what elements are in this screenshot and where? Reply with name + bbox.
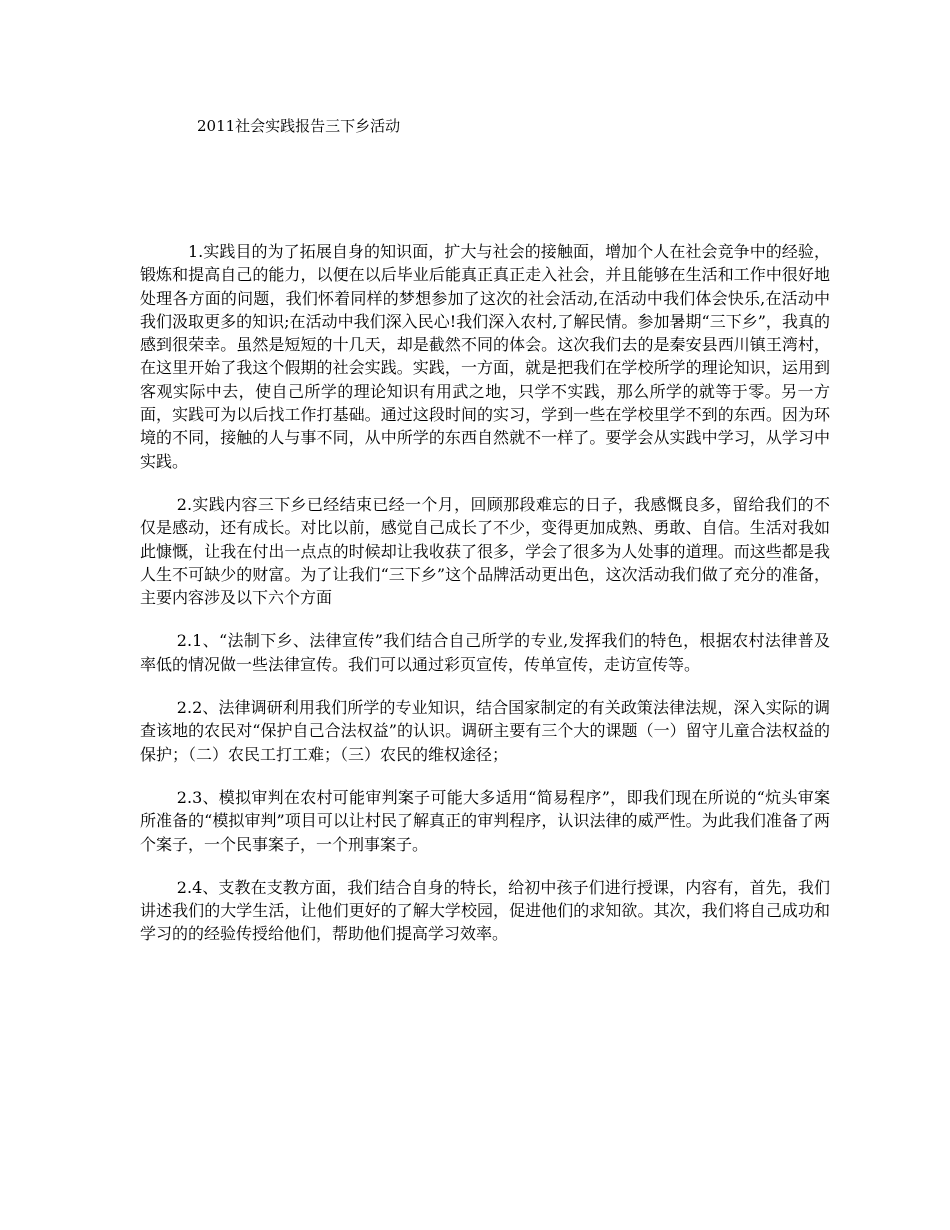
paragraph-legal-publicity: 2.1、“法制下乡、法律宣传”我们结合自己所学的专业,发挥我们的特色，根据农村法律普及率低的情况做一些法律宣传。我们可以通过彩页宣传，传单宣传，走访宣传等。 [140,631,830,674]
document-body [140,240,830,966]
paragraph-practice-content: 2.实践内容三下乡已经结束已经一个月，回顾那段难忘的日子，我感慨良多，留给我们的不仅是感动，还有成长。对比以前，感觉自己成长了不少，变得更加成熟、勇敢、自信。生活对我如此慷慨，让我在付出一点点的时候却让我收获了很多，学会了很多为人处事的道理。而这些都是我人生不可缺少的财富。为了让我们“三下乡”这个品牌活动更出色，这次活动我们做了充分的准备，主要内容涉及以下六个方面 [140,494,830,608]
paragraph-mock-trial: 2.3、模拟审判在农村可能审判案子可能大多适用“简易程序”，即我们现在所说的“炕头审案所准备的“模拟审判”项目可以让村民了解真正的审判程序，认识法律的威严性。为此我们准备了两个案子，一个民事案子，一个刑事案子。 [140,787,830,854]
paragraph-legal-research: 2.2、法律调研利用我们所学的专业知识，结合国家制定的有关政策法律法规，深入实际的调查该地的农民对“保护自己合法权益”的认识。调研主要有三个大的课题（一）留守儿童合法权益的保护；（二）农民工打工难；（三）农民的维权途径； [140,698,830,764]
paragraph-practice-purpose: 1.实践目的为了拓展自身的知识面，扩大与社会的接触面，增加个人在社会竞争中的经验，锻炼和提高自己的能力，以便在以后毕业后能真正真正走入社会，并且能够在生活和工作中很好地处理各方面的问题，我们怀着同样的梦想参加了这次的社会活动,在活动中我们体会快乐,在活动中我们汲取更多的知识;在活动中我们深入民心!我们深入农村,了解民情。参加暑期“三下乡”，我真的感到很荣幸。虽然是短短的十几天，却是截然不同的体会。这次我们去的是秦安县西川镇王湾村，在这里开始了我这个假期的社会实践。实践，一方面，就是把我们在学校所学的理论知识，运用到客观实际中去，使自己所学的理论知识有用武之地，只学不实践，那么所学的就等于零。另一方面，实践可为以后找工作打基础。通过这段时间的实习，学到一些在学校里学不到的东西。因为环境的不同，接触的人与事不同，从中所学的东西自然就不一样了。要学会从实践中学习，从学习中实践。 [140,242,830,471]
paragraph-teaching-support: 2.4、支教在支教方面，我们结合自身的特长，给初中孩子们进行授课，内容有，首先，我们讲述我们的大学生活，让他们更好的了解大学校园，促进他们的求知欲。其次，我们将自己成功和学习的的经验传授给他们，帮助他们提高学习效率。 [140,877,830,944]
document-title: 2011社会实践报告三下乡活动 [197,117,401,135]
